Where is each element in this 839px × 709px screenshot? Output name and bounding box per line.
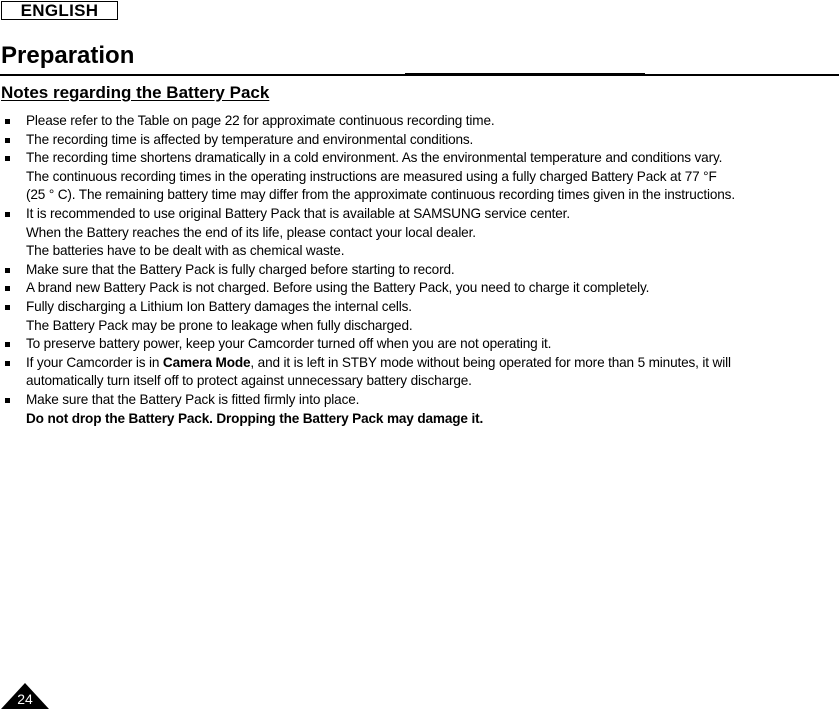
note-line: Please refer to the Table on page 22 for approximate continuous recording time.	[26, 113, 495, 128]
note-line: The continuous recording times in the operating instructions are measured using a fully charged Battery Pack at 77 °F	[26, 168, 717, 184]
section-heading: Notes regarding the Battery Pack	[1, 83, 270, 102]
note-line: automatically turn itself off to protect against unnecessary battery discharge.	[26, 373, 472, 389]
square-bullet-icon	[5, 212, 10, 217]
note-line: When the Battery reaches the end of its life, please contact your local dealer.	[26, 224, 476, 240]
page-number: 24	[17, 691, 33, 707]
note-text: If your Camcorder is in	[26, 354, 163, 370]
page-title: Preparation	[1, 42, 135, 69]
square-bullet-icon	[5, 305, 10, 310]
square-bullet-icon	[5, 156, 10, 161]
note-line: The recording time is affected by temperature and environmental conditions.	[26, 131, 474, 147]
square-bullet-icon	[5, 286, 10, 291]
note-line	[26, 354, 839, 373]
note-line: To preserve battery power, keep your Camcorder turned off when you are not operating it.	[26, 336, 552, 352]
note-line: A brand new Battery Pack is not charged. Before using the Battery Pack, you need to charge it completely.	[26, 280, 650, 296]
list-item	[0, 205, 839, 261]
note-line: Make sure that the Battery Pack is fitted firmly into place.	[26, 391, 360, 407]
list-item	[0, 335, 839, 354]
note-text: , and it is left in STBY mode without being operated for more than 5 minutes, it will	[250, 354, 731, 370]
title-divider-accent	[405, 73, 645, 76]
square-bullet-icon	[5, 268, 10, 273]
drop-warning: Do not drop the Battery Pack. Dropping the Battery Pack may damage it.	[26, 410, 484, 426]
note-line: Make sure that the Battery Pack is fully charged before starting to record.	[26, 261, 455, 277]
square-bullet-icon	[5, 398, 10, 403]
note-line: The recording time shortens dramatically in a cold environment. As the environmental temperature and conditions vary.	[26, 150, 723, 166]
note-line: It is recommended to use original Battery Pack that is available at SAMSUNG service center.	[26, 205, 570, 221]
square-bullet-icon	[5, 119, 10, 124]
list-item	[0, 131, 839, 150]
square-bullet-icon	[5, 361, 10, 366]
page-number-badge	[1, 683, 49, 709]
list-item	[0, 149, 839, 205]
note-line: The batteries have to be dealt with as chemical waste.	[26, 243, 345, 259]
battery-notes-list	[0, 112, 839, 428]
list-item	[0, 279, 839, 298]
note-line: Fully discharging a Lithium Ion Battery damages the internal cells.	[26, 298, 412, 314]
list-item	[0, 354, 839, 391]
list-item	[0, 298, 839, 335]
square-bullet-icon	[5, 342, 10, 347]
note-line: (25 ° C). The remaining battery time may differ from the approximate continuous recording times given in the instructions.	[26, 187, 735, 203]
language-label: ENGLISH	[1, 1, 118, 20]
camera-mode-label: Camera Mode	[162, 354, 251, 370]
list-item	[0, 261, 839, 280]
note-line: The Battery Pack may be prone to leakage when fully discharged.	[26, 317, 413, 333]
list-item	[0, 391, 839, 428]
list-item	[0, 112, 839, 131]
square-bullet-icon	[5, 138, 10, 143]
